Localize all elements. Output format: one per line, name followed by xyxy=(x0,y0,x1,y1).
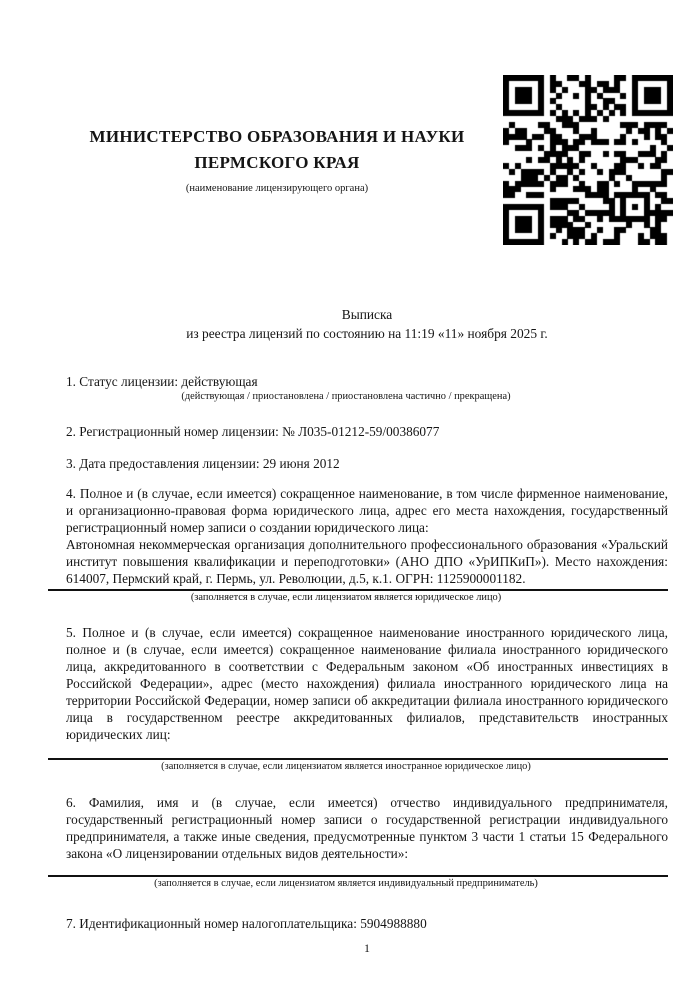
ministry-name-line1: МИНИСТЕРСТВО ОБРАЗОВАНИЯ И НАУКИ xyxy=(89,127,465,146)
license-reg-number-text: 2. Регистрационный номер лицензии: № Л035-01212-59/00386077 xyxy=(66,424,440,439)
field-individual-entrepreneur-info xyxy=(66,794,668,890)
foreign-entity-caption-wrap xyxy=(66,760,626,773)
ministry-name-line2: ПЕРМСКОГО КРАЯ xyxy=(194,153,360,172)
legal-entity-caption: (заполняется в случае, если лицензиатом является юридическое лицо) xyxy=(190,592,502,603)
issuing-authority-letterhead xyxy=(52,124,502,195)
license-status-caption: (действующая / приостановлена / приостановлена частично / прекращена) xyxy=(181,391,511,402)
qr-code xyxy=(503,75,673,245)
page-number: 1 xyxy=(364,941,370,955)
individual-entrepreneur-caption: (заполняется в случае, если лицензиатом является индивидуальный предприниматель) xyxy=(154,878,538,889)
field-license-grant-date xyxy=(66,455,668,472)
field-license-status xyxy=(66,373,668,403)
license-status-text: 1. Статус лицензии: действующая xyxy=(66,374,258,389)
document-title xyxy=(66,305,668,343)
foreign-entity-label: 5. Полное и (в случае, если имеется) сокращенное наименование иностранного юридического лица, полное и (в случае, если имеется) сокращенное наименование филиала иностранного юридического лица, аккредитованного в соответствии с Федеральным законом «Об иностранных инвестициях в Российской Федерации», адрес (место нахождения) филиала иностранного юридического лица на территории Российской Федерации, номер записи об аккредитации филиала иностранного юридического лица в государственном реестре аккредитованных филиалов, представительств иностранных юридических лиц: xyxy=(66,625,668,742)
foreign-entity-caption: (заполняется в случае, если лицензиатом является иностранное юридическое лицо) xyxy=(161,761,531,772)
document-title-line1: Выписка xyxy=(341,307,393,322)
taxpayer-id-text: 7. Идентификационный номер налогоплательщика: 5904988880 xyxy=(66,916,427,931)
field-foreign-entity-info xyxy=(66,624,668,773)
field-taxpayer-id xyxy=(66,915,668,932)
legal-entity-caption-wrap xyxy=(66,591,626,604)
legal-entity-value: Автономная некоммерческая организация дополнительного профессионального образования «Уральский институт повышения квалификации и переподготовки» (АНО ДПО «УрИПКиП»). Место нахождения: 614007, Пермский край, г. Пермь, ул. Революции, д.5, к.1. ОГРН: 1125900001182. xyxy=(66,537,668,586)
document-title-line2: из реестра лицензий по состоянию на 11:19 «11» ноября 2025 г. xyxy=(186,326,548,341)
license-grant-date-text: 3. Дата предоставления лицензии: 29 июня 2012 xyxy=(66,456,340,471)
field-legal-entity-info xyxy=(66,485,668,604)
legal-entity-label: 4. Полное и (в случае, если имеется) сокращенное наименование, в том числе фирменное наименование, и организационно-правовая форма юридического лица, адрес его места нахождения, государственный регистрационный номер записи о создании юридического лица: xyxy=(66,486,668,535)
individual-entrepreneur-caption-wrap xyxy=(66,877,626,890)
license-status-caption-wrap xyxy=(66,390,626,403)
ministry-caption: (наименование лицензирующего органа) xyxy=(185,183,369,194)
field-license-reg-number xyxy=(66,423,668,440)
document-body xyxy=(66,300,668,956)
individual-entrepreneur-label: 6. Фамилия, имя и (в случае, если имеется) отчество индивидуального предпринимателя, государственный регистрационный номер записи о государственной регистрации индивидуального предпринимателя, а также иные сведения, предусмотренные пунктом 3 части 1 статьи 15 Федерального закона «О лицензировании отдельных видов деятельности»: xyxy=(66,795,668,861)
